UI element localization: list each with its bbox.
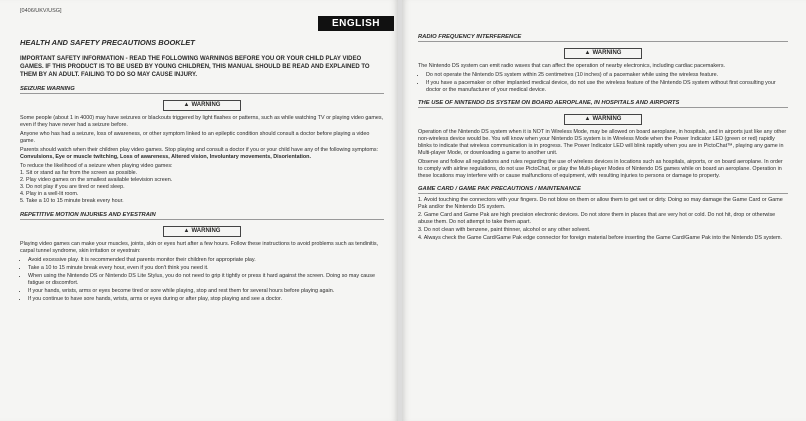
paragraph: Observe and follow all regulations and rules regarding the use of wireless devices in locations such as hospitals, airports, or on board aeroplane. In order to comply with airline regulations, do not use PictoChat, or play the Multi-player Modes of Nintendo DS games while on board an aeroplane. Operation in these locations may interfere with or cause malfunctions of equipment, with resulting injuries to persons or damage to property. [418,159,783,179]
warning-box-rsi [163,226,241,237]
section-heading-maintenance: GAME CARD / GAME PAK PRECAUTIONS / MAINTENANCE [418,186,788,194]
symptoms-list: Convulsions, Eye or muscle twitching, Loss of awareness, Altered vision, Involuntary movements, Disorientation. [20,154,311,160]
paragraph: Playing video games can make your muscles, joints, skin or eyes hurt after a few hours. Follow these instructions to avoid problems such as tendinitis, carpal tunnel syndrome, skin irritation or eyestrain: [20,241,379,254]
section-heading-seizure: SEIZURE WARNING [20,86,384,94]
warning-box-rf [564,48,642,59]
warning-box-seizure [163,100,241,111]
important-notice: IMPORTANT SAFETY INFORMATION - READ THE FOLLOWING WARNINGS BEFORE YOU OR YOUR CHILD PLAY VIDEO GAMES. IF THIS PRODUCT IS TO BE USED BY YOUNG CHILDREN, THIS MANUAL SHOULD BE READ AND EXPLAINED TO THEM BY AN ADULT. FAILING TO DO SO MAY CAUSE INJURY. [20,56,370,78]
warning-box-aeroplane [564,114,642,125]
booklet-title: HEALTH AND SAFETY PRECAUTIONS BOOKLET [20,38,195,47]
warning-label: WARNING [191,228,221,234]
list-item: 2. Game Card and Game Pak are high precision electronic devices. Do not store them in places that are very hot or cold. Do not hit, drop or otherwise abuse them. Do not attempt to take them apart. [418,212,776,225]
list-item: 5. Take a 10 to 15 minute break every hour. [20,198,124,204]
warning-triangle-icon: ▲ [183,102,190,108]
paragraph: Some people (about 1 in 4000) may have seizures or blackouts triggered by light flashes or patterns, such as while watching TV or playing video games, even if they have never had a seizure before. [20,115,384,128]
list-item: 4. Play in a well-lit room. [20,191,79,197]
warning-label: WARNING [592,50,622,56]
section-heading-rf: RADIO FREQUENCY INTERFERENCE [418,34,788,42]
section-heading-aeroplane: THE USE OF NINTENDO DS SYSTEM ON BOARD AEROPLANE, IN HOSPITALS AND AIRPORTS [418,100,788,108]
text: Parents should watch when their children play video games. Stop playing and consult a doctor if you or your child have any of the following symptoms: [20,147,379,153]
warning-label: WARNING [191,102,221,108]
rsi-bullets [20,257,384,303]
paragraph: Anyone who has had a seizure, loss of awareness, or other symptom linked to an epileptic condition should consult a doctor before playing a video game. [20,131,370,144]
list-item: 2. Play video games on the smallest available television screen. [20,177,173,183]
maintenance-list [418,197,788,242]
right-page [402,0,806,421]
list-item: • Take a 10 to 15 minute break every hour, even if you don't think you need it. [28,265,384,272]
warning-triangle-icon: ▲ [584,116,591,122]
list-item: • If you have a pacemaker or other implanted medical device, do not use the wireless feature of the Nintendo DS system without first consulting your doctor or the manufacturer of your medical device. [426,80,788,94]
rf-bullets [418,72,788,94]
warning-label: WARNING [592,116,622,122]
seizure-steps [20,170,384,205]
left-page [0,0,398,421]
language-banner: ENGLISH [318,16,394,31]
paragraph: Operation of the Nintendo DS system when it is NOT in Wireless Mode, may be allowed on board aeroplane, in hospitals, and in airports just like any other non-wireless device would be. You will know when your Nintendo DS system is in Wireless Mode when the Power Indicator LED (green or red) rapidly blinks to indicate that wireless communication is in progress. The Power Indicator LED will blink rapidly when you are in PictoChat™, playing any game in Multi-player Mode, or downloading a game to another unit. [418,129,787,156]
section-heading-rsi: REPETITIVE MOTION INJURIES AND EYESTRAIN [20,212,384,220]
warning-triangle-icon: ▲ [183,228,190,234]
list-item: 3. Do not clean with benzene, paint thinner, alcohol or any other solvent. [418,227,591,233]
paragraph: To reduce the likelihood of a seizure when playing video games: [20,163,173,169]
paragraph: The Nintendo DS system can emit radio waves that can affect the operation of nearby electronics, including cardiac pacemakers. [418,63,726,69]
list-item: • If your hands, wrists, arms or eyes become tired or sore while playing, stop and rest them for several hours before playing again. [28,288,384,295]
list-item: 3. Do not play if you are tired or need sleep. [20,184,125,190]
list-item: 1. Sit or stand as far from the screen as possible. [20,170,138,176]
warning-triangle-icon: ▲ [584,50,591,56]
list-item: • If you continue to have sore hands, wrists, arms or eyes during or after play, stop playing and see a doctor. [28,296,384,303]
paragraph [20,147,384,161]
list-item: 1. Avoid touching the connectors with your fingers. Do not blow on them or allow them to get wet or dirty. Doing so may damage the Game Card or Game Pak and/or the Nintendo DS system. [418,197,783,210]
list-item: • When using the Nintendo DS or Nintendo DS Lite Stylus, you do not need to grip it tightly or press it hard against the screen. Doing so may cause fatigue or discomfort. [28,273,384,287]
list-item: • Avoid excessive play. It is recommended that parents monitor their children for appropriate play. [28,257,384,264]
document-code: [0406/UKV/USG] [20,8,62,14]
list-item: • Do not operate the Nintendo DS system within 25 centimetres (10 inches) of a pacemaker while using the wireless feature. [426,72,788,79]
list-item: 4. Always check the Game Card/Game Pak edge connector for foreign material before inserting the Game Card/Game Pak into the Nintendo DS system. [418,235,783,241]
